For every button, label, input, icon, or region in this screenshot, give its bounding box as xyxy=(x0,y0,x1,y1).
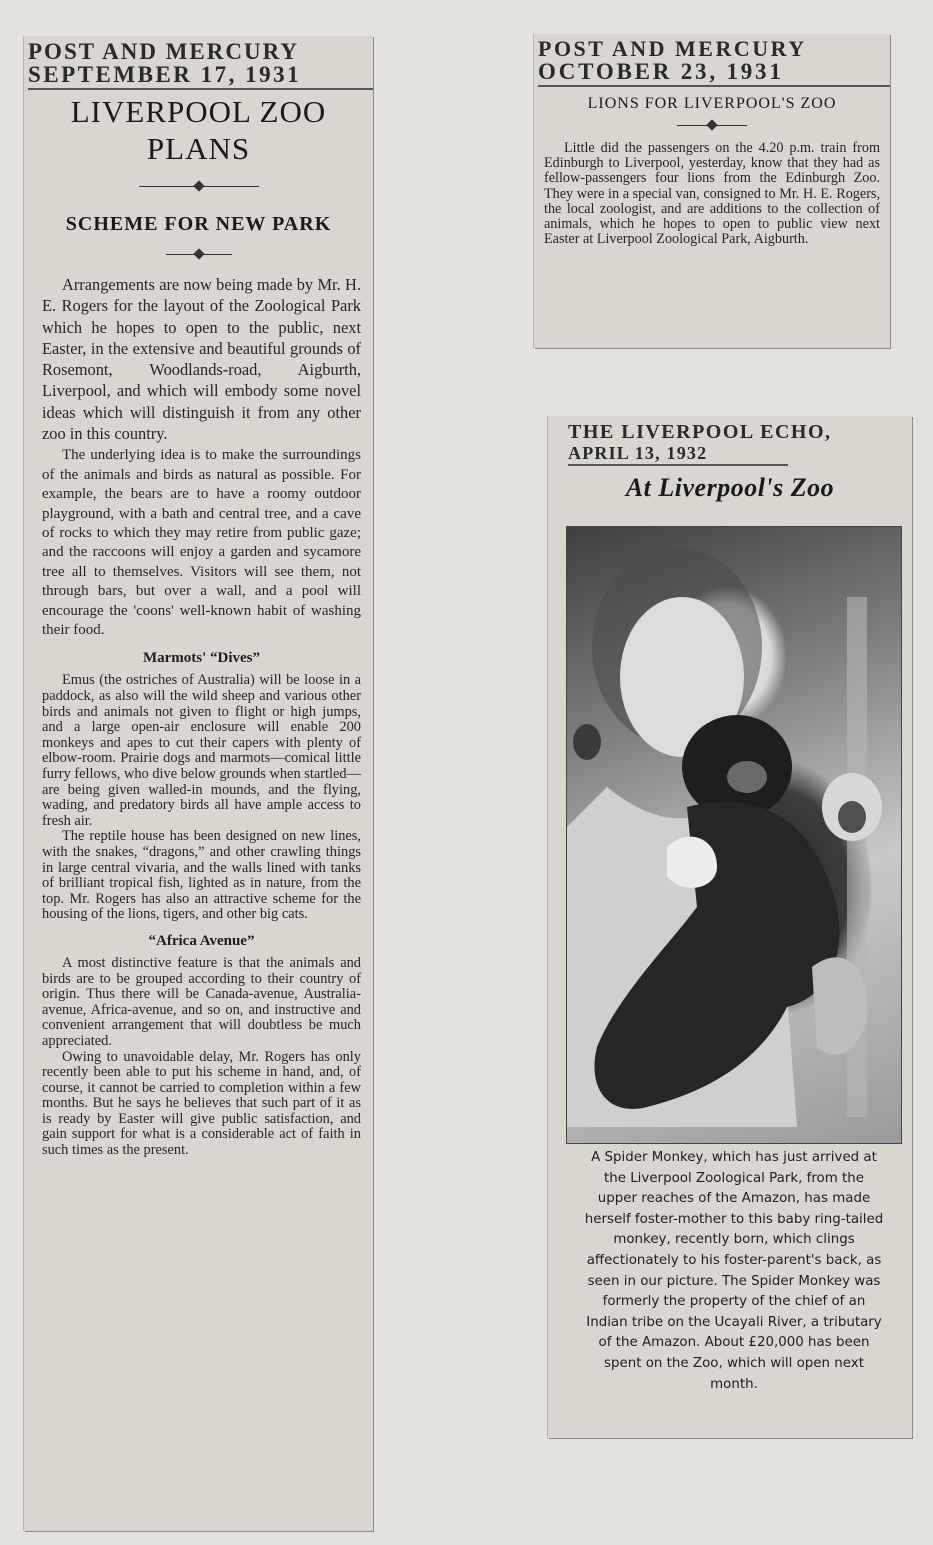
headline-line-1: LIVERPOOL ZOO xyxy=(70,94,327,129)
article-paragraph: A most distinctive feature is that the animals and birds are to be grouped according to their country of origin. Thus there will be Canada-avenue, Australia-avenue, Africa-avenue, and so on, and instructive and convenient arrangement that will doubtless be much appreciated. xyxy=(42,954,361,1049)
section-heading: Marmots' “Dives” xyxy=(142,650,261,667)
article-paragraph: Arrangements are now being made by Mr. H. E. Rogers for the layout of the Zoological Park which he hopes to open to the public, next Easter, in the extensive and beautiful grounds of Rosemont, Woodlands-road, Aigburth, Liverpool, and which will embody some novel ideas which will distinguish it from any other zoo in this country. xyxy=(42,275,361,444)
masthead: POST AND MERCURY xyxy=(28,39,300,64)
article-paragraph: The underlying idea is to make the surroundings of the animals and birds as natural as possible. For example, the bears are to have a roomy outdoor playground, with a bath and central tree, and a cave of rocks to which they may retire from public gaze; and the raccoons will enjoy a garden and sycamore tree all to themselves. Visitors will see them, not through bars, but over a wall, and a pool will encourage the 'coons' well-known habit of washing their food. xyxy=(42,447,361,639)
publication-date: APRIL 13, 1932 xyxy=(568,444,788,466)
article-paragraph: Emus (the ostriches of Australia) will be loose in a paddock, as also will the wild sheep and various other birds and animals not given to flight or high jumps, and a large open-air enclosure will enable 200 monkeys and apes to cut their capers with plenty of elbow-room. Prairie dogs and marmots—comical little furry fellows, who dive below grounds when startled—are being given walled-in mounds, and the flying, wading, and predatory birds all have ample access to fresh air. xyxy=(42,672,361,829)
photo-illustration xyxy=(567,527,901,1143)
clipping-spider-monkey xyxy=(548,416,912,1438)
article-paragraph: Little did the passengers on the 4.20 p.m. train from Edinburgh to Liverpool, yesterday, know that they had as fellow-passengers four lions from the Edinburgh Zoo. They were in a special van, consigned to Mr. H. E. Rogers, the local zoologist, and are additions to the collection of animals, which he hopes to open to public view next Easter at Liverpool Zoological Park, Aigburth. xyxy=(544,140,880,248)
clipping-zoo-plans xyxy=(24,36,373,1531)
section-heading: “Africa Avenue” xyxy=(148,932,255,949)
publication-date: SEPTEMBER 17, 1931 xyxy=(28,63,373,90)
divider-ornament xyxy=(677,119,747,131)
article-paragraph: Owing to unavoidable delay, Mr. Rogers has only recently been able to put his scheme in hand, and, of course, it cannot be carried to completion within a few months. But he says he believes that such part of it as is ready by Easter will give public satisfaction, and gain support for what is a considerable act of faith in such times as the present. xyxy=(42,1048,361,1159)
headline: At Liverpool's Zoo xyxy=(625,473,835,502)
masthead: THE LIVERPOOL ECHO, xyxy=(568,421,832,443)
photo-caption: A Spider Monkey, which has just arrived at the Liverpool Zoological Park, from the upper reaches of the Amazon, has made herself foster-mother to this baby ring-tailed monkey, recently born, which clings affectionately to his foster-parent's back, as seen in our picture. The Spider Monkey was formerly the property of the chief of an Indian tribe on the Ucayali River, a tributary of the Amazon. About £20,000 has been spent on the Zoo, which will open next month. xyxy=(584,1150,884,1392)
publication-date: OCTOBER 23, 1931 xyxy=(538,60,890,87)
headline-line-2: PLANS xyxy=(146,131,251,166)
clipping-lions xyxy=(534,34,890,348)
divider-ornament xyxy=(139,180,259,192)
subheadline: SCHEME FOR NEW PARK xyxy=(65,213,332,235)
article-paragraph: The reptile house has been designed on new lines, with the snakes, “dragons,” and other crawling things in large central vivaria, and the walls lined with tanks of brilliant tropical fish, lighted as in nature, from the top. Mr. Rogers has also an attractive scheme for the housing of the lions, tigers, and other big cats. xyxy=(42,828,361,923)
headline: LIONS FOR LIVERPOOL'S ZOO xyxy=(587,95,837,112)
photo-woman-with-monkeys xyxy=(566,526,902,1144)
masthead: POST AND MERCURY xyxy=(538,36,807,61)
divider-ornament xyxy=(166,248,232,260)
